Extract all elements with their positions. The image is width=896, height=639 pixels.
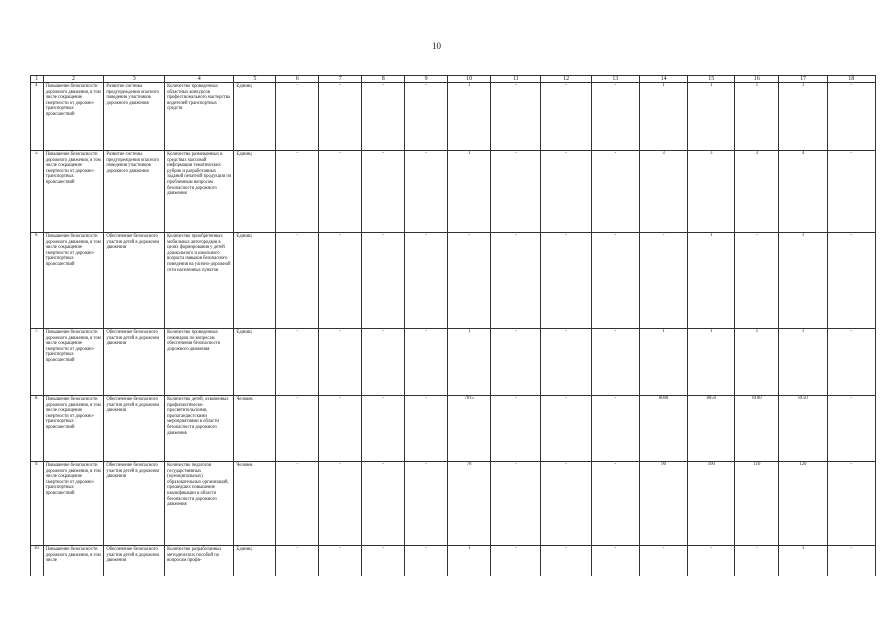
table-row [31, 83, 876, 151]
value-cell: - [827, 396, 875, 462]
column-number: 9 [405, 76, 448, 83]
value-cell: 7815 [448, 396, 491, 462]
value-cell: 100 [688, 462, 735, 546]
unit-cell: Единиц [234, 233, 276, 329]
value-cell: - [276, 233, 319, 329]
value-cell: - [541, 233, 591, 329]
value-cell: - [491, 233, 541, 329]
column-number: 8 [362, 76, 405, 83]
value-cell: - [319, 396, 362, 462]
value-cell: 4 [779, 151, 827, 233]
value-cell: - [591, 233, 639, 329]
value-cell: - [319, 233, 362, 329]
unit-cell: Человек [234, 396, 276, 462]
row-number: 6. [31, 233, 44, 329]
value-cell: - [541, 83, 591, 151]
indicators-table [30, 75, 876, 576]
value-cell: - [827, 462, 875, 546]
value-cell: 1 [639, 329, 687, 396]
value-cell: - [827, 546, 875, 576]
value-cell: 1 [735, 329, 779, 396]
indicator-cell: Количество педагогов государственных (муниципальных) образовательных организаций, прошедших повышение квалификации в области безопасности дорожного движения [165, 462, 234, 546]
value-cell: - [541, 151, 591, 233]
value-cell: - [362, 546, 405, 576]
value-cell: - [276, 546, 319, 576]
table-row [31, 151, 876, 233]
value-cell: 1 [639, 83, 687, 151]
value-cell: - [319, 151, 362, 233]
task-cell: Обеспечение безопасного участия детей в дорожном движении [104, 233, 165, 329]
column-number: 1 [31, 76, 44, 83]
value-cell: - [827, 83, 875, 151]
column-number: 15 [688, 76, 735, 83]
value-cell: - [362, 462, 405, 546]
unit-cell: Единиц [234, 151, 276, 233]
value-cell: - [591, 83, 639, 151]
table-row [31, 329, 876, 396]
value-cell: - [405, 83, 448, 151]
value-cell: - [827, 329, 875, 396]
indicator-cell: Количество проведенных областных конкурсов профессионального мастерства водителей транспортных средств [165, 83, 234, 151]
task-cell: Обеспечение безопасного участия детей в дорожном движении [104, 462, 165, 546]
value-cell: 1 [779, 329, 827, 396]
goal-cell: Повышение безопасности дорожного движения, в том числе сокращение смертности от дорожно-транспортных происшествий [43, 151, 104, 233]
value-cell: 1 [688, 329, 735, 396]
value-cell: - [591, 329, 639, 396]
task-cell: Обеспечение безопасного участия детей в дорожном движении [104, 396, 165, 462]
value-cell: - [541, 546, 591, 576]
indicator-cell: Количество детей, охваченных профилактическо-просветительскими, пропагандистскими мероприятиями в области безопасности дорожного движения [165, 396, 234, 462]
row-number: 4. [31, 83, 44, 151]
table-row [31, 462, 876, 546]
goal-cell: Повышение безопасности дорожного движения, в том числе сокращение смертности от дорожно-транспортных происшествий [43, 462, 104, 546]
goal-cell: Повышение безопасности дорожного движения, в том числе [43, 546, 104, 576]
value-cell: 78 [448, 462, 491, 546]
indicator-cell: Количество приобретенных мобильных автогородков в целях формирования у детей дошкольного и школьного возраста навыков безопасного поведения на улично-дорожной сети населенных пунктов [165, 233, 234, 329]
goal-cell: Повышение безопасности дорожного движения, в том числе сокращение смертности от дорожно-транспортных происшествий [43, 329, 104, 396]
value-cell: - [688, 546, 735, 576]
value-cell: 8000 [639, 396, 687, 462]
row-number: 8. [31, 396, 44, 462]
value-cell: 3 [639, 151, 687, 233]
value-cell: - [591, 151, 639, 233]
value-cell: - [362, 396, 405, 462]
value-cell: - [276, 462, 319, 546]
value-cell: 8100 [735, 396, 779, 462]
value-cell: 1 [448, 329, 491, 396]
column-number: 12 [541, 76, 591, 83]
value-cell: - [276, 83, 319, 151]
column-number: 16 [735, 76, 779, 83]
page-number: 10 [432, 41, 441, 51]
column-number: 18 [827, 76, 875, 83]
value-cell: - [319, 83, 362, 151]
value-cell: - [639, 233, 687, 329]
column-number: 5 [234, 76, 276, 83]
value-cell: 1 [448, 151, 491, 233]
task-cell: Обеспечение безопасного участия детей в дорожном движении [104, 329, 165, 396]
indicator-cell: Количество размещенных в средствах массовой информации тематических рубрик и разработанных заданий печатной продукции по проблемным вопросам безопасности дорожного движения [165, 151, 234, 233]
value-cell: 90 [639, 462, 687, 546]
value-cell: - [276, 396, 319, 462]
indicator-cell: Количество проведенных семинаров по вопросам обеспечения безопасности дорожного движения [165, 329, 234, 396]
value-cell: - [362, 151, 405, 233]
column-number: 11 [491, 76, 541, 83]
value-cell: - [362, 233, 405, 329]
value-cell: - [541, 396, 591, 462]
task-cell: Обеспечение безопасного участия детей в дорожном движении [104, 546, 165, 576]
value-cell: - [448, 233, 491, 329]
value-cell: - [276, 329, 319, 396]
value-cell: - [541, 329, 591, 396]
value-cell: - [491, 83, 541, 151]
row-number: 9. [31, 462, 44, 546]
value-cell: - [639, 546, 687, 576]
goal-cell: Повышение безопасности дорожного движения, в том числе сокращение смертности от дорожно-транспортных происшествий [43, 396, 104, 462]
column-number: 2 [43, 76, 104, 83]
column-number: 7 [319, 76, 362, 83]
indicator-cell: Количество разработанных методических пособий по вопросам профи- [165, 546, 234, 576]
value-cell: - [362, 329, 405, 396]
value-cell: - [276, 151, 319, 233]
value-cell: - [591, 462, 639, 546]
value-cell: - [591, 546, 639, 576]
value-cell: 1 [779, 233, 827, 329]
value-cell: - [319, 329, 362, 396]
value-cell: - [827, 233, 875, 329]
unit-cell: Единиц [234, 83, 276, 151]
value-cell: 110 [735, 462, 779, 546]
value-cell: 1 [779, 546, 827, 576]
value-cell: 120 [779, 462, 827, 546]
value-cell: - [491, 546, 541, 576]
value-cell: 1 [779, 83, 827, 151]
value-cell: 8150 [779, 396, 827, 462]
value-cell: - [319, 462, 362, 546]
value-cell: - [541, 462, 591, 546]
table-row [31, 546, 876, 576]
value-cell: - [362, 83, 405, 151]
column-number: 14 [639, 76, 687, 83]
column-number: 17 [779, 76, 827, 83]
value-cell: 1 [688, 233, 735, 329]
unit-cell: Единиц [234, 329, 276, 396]
column-number: 13 [591, 76, 639, 83]
value-cell: - [405, 462, 448, 546]
value-cell: - [491, 396, 541, 462]
value-cell: 3 [688, 151, 735, 233]
value-cell: 1 [448, 83, 491, 151]
value-cell: 1 [688, 83, 735, 151]
value-cell: - [491, 329, 541, 396]
value-cell: - [491, 151, 541, 233]
table-row [31, 233, 876, 329]
value-cell: - [405, 233, 448, 329]
goal-cell: Повышение безопасности дорожного движения, в том числе сокращение смертности от дорожно-транспортных происшествий [43, 83, 104, 151]
task-cell: Развитие системы предупреждения опасного поведения участников дорожного движения [104, 151, 165, 233]
row-number: 10. [31, 546, 44, 576]
value-cell: 3 [735, 151, 779, 233]
value-cell: - [491, 462, 541, 546]
table-row [31, 396, 876, 462]
value-cell: - [319, 546, 362, 576]
column-number: 4 [165, 76, 234, 83]
column-number: 6 [276, 76, 319, 83]
row-number: 5. [31, 151, 44, 233]
value-cell: 1 [448, 546, 491, 576]
task-cell: Развитие системы предупреждения опасного поведения участников дорожного движения [104, 83, 165, 151]
value-cell: - [827, 151, 875, 233]
column-number: 10 [448, 76, 491, 83]
column-number: 3 [104, 76, 165, 83]
header-row [31, 76, 876, 83]
value-cell: - [735, 546, 779, 576]
value-cell: - [735, 233, 779, 329]
goal-cell: Повышение безопасности дорожного движения, в том числе сокращение смертности от дорожно-транспортных происшествий [43, 233, 104, 329]
value-cell: - [405, 151, 448, 233]
value-cell: 1 [735, 83, 779, 151]
value-cell: - [405, 329, 448, 396]
value-cell: - [591, 396, 639, 462]
value-cell: - [405, 396, 448, 462]
row-number: 7. [31, 329, 44, 396]
value-cell: - [405, 546, 448, 576]
unit-cell: Единиц [234, 546, 276, 576]
value-cell: 8050 [688, 396, 735, 462]
unit-cell: Человек [234, 462, 276, 546]
